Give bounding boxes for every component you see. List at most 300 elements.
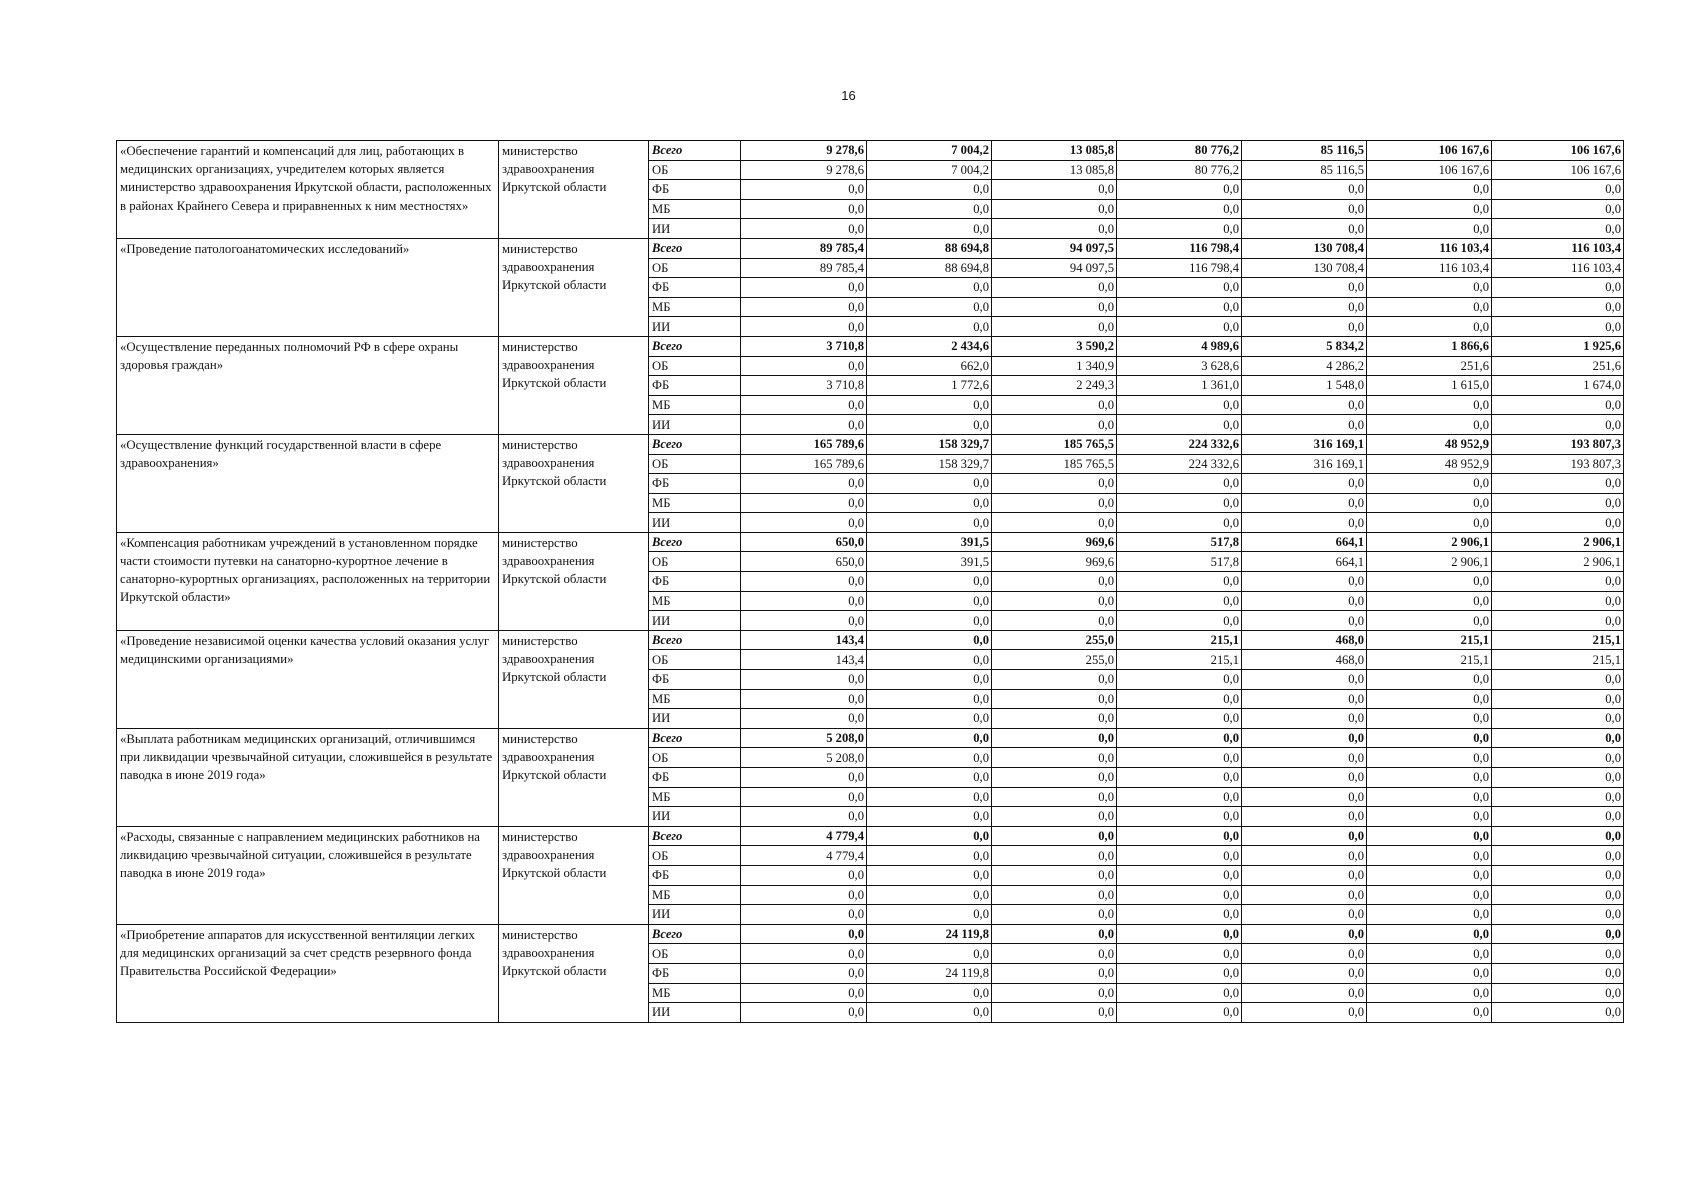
amount-cell: 650,0 bbox=[741, 532, 867, 552]
amount-cell: 0,0 bbox=[1242, 768, 1367, 788]
executor-name: министерство здравоохранения Иркутской области bbox=[499, 141, 649, 239]
executor-name: министерство здравоохранения Иркутской области bbox=[499, 630, 649, 728]
amount-cell: 0,0 bbox=[741, 591, 867, 611]
amount-cell: 0,0 bbox=[1367, 807, 1492, 827]
amount-cell: 1 615,0 bbox=[1367, 376, 1492, 396]
amount-cell: 116 103,4 bbox=[1367, 258, 1492, 278]
funding-source: ОБ bbox=[649, 160, 741, 180]
amount-cell: 13 085,8 bbox=[992, 160, 1117, 180]
amount-cell: 0,0 bbox=[867, 591, 992, 611]
amount-cell: 80 776,2 bbox=[1117, 160, 1242, 180]
amount-cell: 468,0 bbox=[1242, 630, 1367, 650]
amount-cell: 9 278,6 bbox=[741, 141, 867, 161]
amount-cell: 0,0 bbox=[1242, 199, 1367, 219]
amount-cell: 0,0 bbox=[1492, 180, 1624, 200]
amount-cell: 0,0 bbox=[992, 395, 1117, 415]
amount-cell: 0,0 bbox=[1242, 689, 1367, 709]
amount-cell: 0,0 bbox=[1117, 180, 1242, 200]
amount-cell: 391,5 bbox=[867, 552, 992, 572]
amount-cell: 0,0 bbox=[992, 885, 1117, 905]
funding-source: ФБ bbox=[649, 376, 741, 396]
amount-cell: 0,0 bbox=[1492, 474, 1624, 494]
funding-source: ФБ bbox=[649, 963, 741, 983]
amount-cell: 165 789,6 bbox=[741, 434, 867, 454]
amount-cell: 0,0 bbox=[1367, 905, 1492, 925]
funding-source: МБ bbox=[649, 199, 741, 219]
amount-cell: 0,0 bbox=[741, 689, 867, 709]
amount-cell: 0,0 bbox=[867, 905, 992, 925]
amount-cell: 0,0 bbox=[992, 591, 1117, 611]
amount-cell: 0,0 bbox=[1367, 493, 1492, 513]
amount-cell: 0,0 bbox=[1367, 709, 1492, 729]
amount-cell: 193 807,3 bbox=[1492, 434, 1624, 454]
amount-cell: 0,0 bbox=[741, 787, 867, 807]
amount-cell: 0,0 bbox=[992, 846, 1117, 866]
amount-cell: 0,0 bbox=[1492, 297, 1624, 317]
funding-source: МБ bbox=[649, 297, 741, 317]
funding-source: ФБ bbox=[649, 768, 741, 788]
amount-cell: 2 906,1 bbox=[1367, 552, 1492, 572]
amount-cell: 0,0 bbox=[867, 709, 992, 729]
amount-cell: 0,0 bbox=[992, 180, 1117, 200]
amount-cell: 85 116,5 bbox=[1242, 160, 1367, 180]
amount-cell: 391,5 bbox=[867, 532, 992, 552]
amount-cell: 0,0 bbox=[867, 415, 992, 435]
amount-cell: 0,0 bbox=[1492, 768, 1624, 788]
amount-cell: 0,0 bbox=[741, 807, 867, 827]
amount-cell: 3 710,8 bbox=[741, 376, 867, 396]
amount-cell: 0,0 bbox=[867, 493, 992, 513]
amount-cell: 0,0 bbox=[1242, 787, 1367, 807]
funding-source: ОБ bbox=[649, 748, 741, 768]
amount-cell: 0,0 bbox=[1492, 278, 1624, 298]
amount-cell: 0,0 bbox=[1367, 728, 1492, 748]
activity-name: «Выплата работникам медицинских организаций, отличившимся при ликвидации чрезвычайной ситуации, сложившейся в результате паводка в июне 2019 года» bbox=[117, 728, 499, 826]
amount-cell: 664,1 bbox=[1242, 532, 1367, 552]
amount-cell: 0,0 bbox=[741, 513, 867, 533]
amount-cell: 0,0 bbox=[1117, 846, 1242, 866]
amount-cell: 1 361,0 bbox=[1117, 376, 1242, 396]
amount-cell: 116 103,4 bbox=[1492, 258, 1624, 278]
amount-cell: 0,0 bbox=[1117, 474, 1242, 494]
amount-cell: 517,8 bbox=[1117, 552, 1242, 572]
executor-name: министерство здравоохранения Иркутской области bbox=[499, 336, 649, 434]
amount-cell: 0,0 bbox=[1492, 826, 1624, 846]
amount-cell: 0,0 bbox=[1242, 865, 1367, 885]
amount-cell: 517,8 bbox=[1117, 532, 1242, 552]
table-row bbox=[117, 728, 1624, 748]
amount-cell: 0,0 bbox=[1242, 748, 1367, 768]
table-row bbox=[117, 826, 1624, 846]
amount-cell: 0,0 bbox=[1242, 219, 1367, 239]
amount-cell: 0,0 bbox=[1492, 885, 1624, 905]
amount-cell: 215,1 bbox=[1492, 650, 1624, 670]
amount-cell: 0,0 bbox=[1117, 513, 1242, 533]
amount-cell: 1 674,0 bbox=[1492, 376, 1624, 396]
amount-cell: 0,0 bbox=[1117, 924, 1242, 944]
amount-cell: 0,0 bbox=[1367, 689, 1492, 709]
amount-cell: 158 329,7 bbox=[867, 454, 992, 474]
amount-cell: 0,0 bbox=[1367, 885, 1492, 905]
amount-cell: 0,0 bbox=[1367, 297, 1492, 317]
amount-cell: 0,0 bbox=[741, 611, 867, 631]
activity-name: «Расходы, связанные с направлением медицинских работников на ликвидацию чрезвычайной ситуации, сложившейся в результате паводка в июне 2019 года» bbox=[117, 826, 499, 924]
amount-cell: 0,0 bbox=[1492, 1003, 1624, 1023]
amount-cell: 80 776,2 bbox=[1117, 141, 1242, 161]
amount-cell: 0,0 bbox=[1492, 513, 1624, 533]
amount-cell: 0,0 bbox=[992, 728, 1117, 748]
amount-cell: 89 785,4 bbox=[741, 238, 867, 258]
amount-cell: 2 434,6 bbox=[867, 336, 992, 356]
amount-cell: 0,0 bbox=[1492, 395, 1624, 415]
amount-cell: 0,0 bbox=[1242, 924, 1367, 944]
amount-cell: 255,0 bbox=[992, 630, 1117, 650]
activity-name: «Приобретение аппаратов для искусственной вентиляции легких для медицинских организаций за счет средств резервного фонда Правительства Российской Федерации» bbox=[117, 924, 499, 1022]
amount-cell: 0,0 bbox=[1367, 670, 1492, 690]
amount-cell: 0,0 bbox=[1367, 278, 1492, 298]
amount-cell: 0,0 bbox=[1492, 219, 1624, 239]
amount-cell: 0,0 bbox=[867, 513, 992, 533]
amount-cell: 0,0 bbox=[992, 944, 1117, 964]
amount-cell: 2 906,1 bbox=[1492, 552, 1624, 572]
amount-cell: 48 952,9 bbox=[1367, 434, 1492, 454]
amount-cell: 0,0 bbox=[992, 905, 1117, 925]
amount-cell: 0,0 bbox=[1367, 748, 1492, 768]
amount-cell: 0,0 bbox=[1492, 709, 1624, 729]
table-row bbox=[117, 141, 1624, 161]
amount-cell: 0,0 bbox=[741, 297, 867, 317]
amount-cell: 0,0 bbox=[1242, 513, 1367, 533]
funding-source: ОБ bbox=[649, 258, 741, 278]
amount-cell: 0,0 bbox=[1117, 199, 1242, 219]
amount-cell: 0,0 bbox=[1367, 572, 1492, 592]
table-row bbox=[117, 434, 1624, 454]
amount-cell: 2 249,3 bbox=[992, 376, 1117, 396]
amount-cell: 0,0 bbox=[1117, 572, 1242, 592]
amount-cell: 0,0 bbox=[992, 572, 1117, 592]
amount-cell: 0,0 bbox=[1242, 826, 1367, 846]
amount-cell: 0,0 bbox=[1117, 983, 1242, 1003]
amount-cell: 0,0 bbox=[1367, 474, 1492, 494]
executor-name: министерство здравоохранения Иркутской области bbox=[499, 924, 649, 1022]
executor-name: министерство здравоохранения Иркутской области bbox=[499, 826, 649, 924]
amount-cell: 0,0 bbox=[741, 1003, 867, 1023]
funding-source: ИИ bbox=[649, 905, 741, 925]
funding-source: Всего bbox=[649, 141, 741, 161]
amount-cell: 116 103,4 bbox=[1492, 238, 1624, 258]
amount-cell: 0,0 bbox=[741, 278, 867, 298]
amount-cell: 116 798,4 bbox=[1117, 238, 1242, 258]
amount-cell: 0,0 bbox=[992, 865, 1117, 885]
amount-cell: 0,0 bbox=[741, 865, 867, 885]
amount-cell: 0,0 bbox=[1242, 670, 1367, 690]
amount-cell: 106 167,6 bbox=[1492, 160, 1624, 180]
amount-cell: 0,0 bbox=[741, 963, 867, 983]
amount-cell: 0,0 bbox=[1367, 395, 1492, 415]
amount-cell: 0,0 bbox=[1117, 807, 1242, 827]
amount-cell: 0,0 bbox=[1492, 415, 1624, 435]
amount-cell: 0,0 bbox=[1117, 219, 1242, 239]
amount-cell: 255,0 bbox=[992, 650, 1117, 670]
funding-source: МБ bbox=[649, 395, 741, 415]
amount-cell: 3 710,8 bbox=[741, 336, 867, 356]
funding-source: ИИ bbox=[649, 219, 741, 239]
amount-cell: 0,0 bbox=[741, 670, 867, 690]
amount-cell: 0,0 bbox=[1367, 924, 1492, 944]
amount-cell: 3 590,2 bbox=[992, 336, 1117, 356]
amount-cell: 0,0 bbox=[741, 474, 867, 494]
funding-source: МБ bbox=[649, 689, 741, 709]
amount-cell: 0,0 bbox=[741, 905, 867, 925]
funding-source: МБ bbox=[649, 493, 741, 513]
amount-cell: 3 628,6 bbox=[1117, 356, 1242, 376]
amount-cell: 0,0 bbox=[992, 1003, 1117, 1023]
amount-cell: 0,0 bbox=[867, 630, 992, 650]
activity-name: «Осуществление переданных полномочий РФ в сфере охраны здоровья граждан» bbox=[117, 336, 499, 434]
amount-cell: 0,0 bbox=[1492, 572, 1624, 592]
amount-cell: 0,0 bbox=[992, 983, 1117, 1003]
funding-source: ОБ bbox=[649, 552, 741, 572]
amount-cell: 0,0 bbox=[992, 826, 1117, 846]
amount-cell: 0,0 bbox=[1492, 963, 1624, 983]
funding-source: Всего bbox=[649, 532, 741, 552]
amount-cell: 664,1 bbox=[1242, 552, 1367, 572]
amount-cell: 0,0 bbox=[741, 768, 867, 788]
funding-source: Всего bbox=[649, 336, 741, 356]
amount-cell: 0,0 bbox=[867, 219, 992, 239]
amount-cell: 0,0 bbox=[867, 768, 992, 788]
amount-cell: 0,0 bbox=[1117, 865, 1242, 885]
funding-source: Всего bbox=[649, 924, 741, 944]
amount-cell: 0,0 bbox=[1367, 219, 1492, 239]
funding-source: Всего bbox=[649, 238, 741, 258]
amount-cell: 0,0 bbox=[1492, 924, 1624, 944]
amount-cell: 0,0 bbox=[1367, 1003, 1492, 1023]
amount-cell: 0,0 bbox=[741, 493, 867, 513]
amount-cell: 0,0 bbox=[992, 924, 1117, 944]
amount-cell: 106 167,6 bbox=[1367, 160, 1492, 180]
amount-cell: 0,0 bbox=[1367, 826, 1492, 846]
amount-cell: 251,6 bbox=[1492, 356, 1624, 376]
amount-cell: 0,0 bbox=[1492, 807, 1624, 827]
amount-cell: 0,0 bbox=[1492, 493, 1624, 513]
amount-cell: 0,0 bbox=[1367, 611, 1492, 631]
amount-cell: 0,0 bbox=[741, 356, 867, 376]
amount-cell: 215,1 bbox=[1117, 650, 1242, 670]
amount-cell: 89 785,4 bbox=[741, 258, 867, 278]
amount-cell: 0,0 bbox=[1242, 493, 1367, 513]
amount-cell: 0,0 bbox=[741, 199, 867, 219]
amount-cell: 1 925,6 bbox=[1492, 336, 1624, 356]
funding-source: ИИ bbox=[649, 513, 741, 533]
amount-cell: 0,0 bbox=[1117, 395, 1242, 415]
amount-cell: 0,0 bbox=[741, 885, 867, 905]
amount-cell: 0,0 bbox=[1367, 787, 1492, 807]
amount-cell: 0,0 bbox=[992, 278, 1117, 298]
amount-cell: 0,0 bbox=[1242, 983, 1367, 1003]
amount-cell: 1 340,9 bbox=[992, 356, 1117, 376]
funding-source: ИИ bbox=[649, 611, 741, 631]
amount-cell: 116 103,4 bbox=[1367, 238, 1492, 258]
amount-cell: 24 119,8 bbox=[867, 924, 992, 944]
amount-cell: 2 906,1 bbox=[1367, 532, 1492, 552]
amount-cell: 1 548,0 bbox=[1242, 376, 1367, 396]
amount-cell: 0,0 bbox=[867, 846, 992, 866]
amount-cell: 7 004,2 bbox=[867, 141, 992, 161]
funding-source: ФБ bbox=[649, 474, 741, 494]
amount-cell: 7 004,2 bbox=[867, 160, 992, 180]
amount-cell: 4 779,4 bbox=[741, 826, 867, 846]
amount-cell: 0,0 bbox=[867, 689, 992, 709]
amount-cell: 0,0 bbox=[1117, 787, 1242, 807]
amount-cell: 130 708,4 bbox=[1242, 258, 1367, 278]
amount-cell: 0,0 bbox=[867, 199, 992, 219]
amount-cell: 215,1 bbox=[1367, 630, 1492, 650]
table-body bbox=[117, 141, 1624, 1023]
amount-cell: 0,0 bbox=[992, 787, 1117, 807]
amount-cell: 0,0 bbox=[992, 474, 1117, 494]
amount-cell: 0,0 bbox=[1242, 846, 1367, 866]
funding-source: Всего bbox=[649, 630, 741, 650]
amount-cell: 0,0 bbox=[1367, 983, 1492, 1003]
amount-cell: 0,0 bbox=[867, 650, 992, 670]
amount-cell: 215,1 bbox=[1367, 650, 1492, 670]
amount-cell: 13 085,8 bbox=[992, 141, 1117, 161]
amount-cell: 650,0 bbox=[741, 552, 867, 572]
amount-cell: 0,0 bbox=[1242, 180, 1367, 200]
amount-cell: 0,0 bbox=[1117, 905, 1242, 925]
amount-cell: 5 834,2 bbox=[1242, 336, 1367, 356]
amount-cell: 0,0 bbox=[1367, 768, 1492, 788]
amount-cell: 0,0 bbox=[1117, 885, 1242, 905]
amount-cell: 0,0 bbox=[1492, 865, 1624, 885]
amount-cell: 0,0 bbox=[867, 807, 992, 827]
amount-cell: 0,0 bbox=[1117, 963, 1242, 983]
amount-cell: 0,0 bbox=[992, 199, 1117, 219]
amount-cell: 0,0 bbox=[1242, 944, 1367, 964]
amount-cell: 0,0 bbox=[1367, 180, 1492, 200]
amount-cell: 0,0 bbox=[1117, 278, 1242, 298]
amount-cell: 0,0 bbox=[1242, 963, 1367, 983]
amount-cell: 0,0 bbox=[867, 826, 992, 846]
activity-name: «Компенсация работникам учреждений в установленном порядке части стоимости путевки на санаторно-курортное лечение в санаторно-курортных организациях, расположенных на территории Иркутской области» bbox=[117, 532, 499, 630]
amount-cell: 0,0 bbox=[1492, 728, 1624, 748]
amount-cell: 1 772,6 bbox=[867, 376, 992, 396]
amount-cell: 0,0 bbox=[992, 611, 1117, 631]
table-row bbox=[117, 336, 1624, 356]
amount-cell: 0,0 bbox=[1242, 885, 1367, 905]
amount-cell: 0,0 bbox=[867, 317, 992, 337]
amount-cell: 0,0 bbox=[1242, 1003, 1367, 1023]
amount-cell: 0,0 bbox=[1492, 748, 1624, 768]
amount-cell: 0,0 bbox=[1117, 709, 1242, 729]
amount-cell: 2 906,1 bbox=[1492, 532, 1624, 552]
amount-cell: 0,0 bbox=[1492, 689, 1624, 709]
amount-cell: 0,0 bbox=[1367, 513, 1492, 533]
amount-cell: 5 208,0 bbox=[741, 728, 867, 748]
amount-cell: 0,0 bbox=[1367, 415, 1492, 435]
funding-source: МБ bbox=[649, 591, 741, 611]
amount-cell: 316 169,1 bbox=[1242, 454, 1367, 474]
amount-cell: 0,0 bbox=[867, 865, 992, 885]
amount-cell: 0,0 bbox=[1242, 611, 1367, 631]
activity-name: «Осуществление функций государственной власти в сфере здравоохранения» bbox=[117, 434, 499, 532]
funding-source: ИИ bbox=[649, 1003, 741, 1023]
amount-cell: 316 169,1 bbox=[1242, 434, 1367, 454]
amount-cell: 0,0 bbox=[741, 180, 867, 200]
funding-source: ИИ bbox=[649, 317, 741, 337]
amount-cell: 0,0 bbox=[1117, 728, 1242, 748]
amount-cell: 0,0 bbox=[1242, 395, 1367, 415]
activity-name: «Проведение патологоанатомических исследований» bbox=[117, 238, 499, 336]
amount-cell: 106 167,6 bbox=[1367, 141, 1492, 161]
amount-cell: 0,0 bbox=[1117, 297, 1242, 317]
table-row bbox=[117, 630, 1624, 650]
funding-source: ФБ bbox=[649, 180, 741, 200]
amount-cell: 0,0 bbox=[867, 278, 992, 298]
amount-cell: 24 119,8 bbox=[867, 963, 992, 983]
amount-cell: 0,0 bbox=[1242, 905, 1367, 925]
executor-name: министерство здравоохранения Иркутской области bbox=[499, 532, 649, 630]
amount-cell: 143,4 bbox=[741, 630, 867, 650]
amount-cell: 116 798,4 bbox=[1117, 258, 1242, 278]
amount-cell: 0,0 bbox=[992, 670, 1117, 690]
amount-cell: 0,0 bbox=[1492, 317, 1624, 337]
amount-cell: 468,0 bbox=[1242, 650, 1367, 670]
amount-cell: 0,0 bbox=[1117, 670, 1242, 690]
amount-cell: 215,1 bbox=[1492, 630, 1624, 650]
amount-cell: 0,0 bbox=[1492, 787, 1624, 807]
amount-cell: 130 708,4 bbox=[1242, 238, 1367, 258]
amount-cell: 0,0 bbox=[867, 728, 992, 748]
amount-cell: 0,0 bbox=[992, 709, 1117, 729]
amount-cell: 0,0 bbox=[992, 297, 1117, 317]
funding-source: ФБ bbox=[649, 572, 741, 592]
amount-cell: 85 116,5 bbox=[1242, 141, 1367, 161]
amount-cell: 4 989,6 bbox=[1117, 336, 1242, 356]
amount-cell: 0,0 bbox=[992, 415, 1117, 435]
amount-cell: 0,0 bbox=[741, 219, 867, 239]
amount-cell: 0,0 bbox=[741, 415, 867, 435]
table-row bbox=[117, 532, 1624, 552]
funding-source: МБ bbox=[649, 885, 741, 905]
amount-cell: 0,0 bbox=[1492, 983, 1624, 1003]
amount-cell: 0,0 bbox=[867, 572, 992, 592]
amount-cell: 0,0 bbox=[1242, 807, 1367, 827]
amount-cell: 0,0 bbox=[1492, 611, 1624, 631]
amount-cell: 0,0 bbox=[992, 317, 1117, 337]
activity-name: «Проведение независимой оценки качества условий оказания услуг медицинскими организациями» bbox=[117, 630, 499, 728]
amount-cell: 0,0 bbox=[1117, 768, 1242, 788]
amount-cell: 193 807,3 bbox=[1492, 454, 1624, 474]
executor-name: министерство здравоохранения Иркутской области bbox=[499, 728, 649, 826]
amount-cell: 0,0 bbox=[1367, 963, 1492, 983]
amount-cell: 4 286,2 bbox=[1242, 356, 1367, 376]
amount-cell: 0,0 bbox=[1367, 199, 1492, 219]
amount-cell: 0,0 bbox=[741, 317, 867, 337]
activity-name: «Обеспечение гарантий и компенсаций для лиц, работающих в медицинских организациях, учредителем которых является министерство здравоохранения Иркутской области, расположенных в районах Крайнего Севера и приравненных к ним местностях» bbox=[117, 141, 499, 239]
page-number: 16 bbox=[841, 88, 856, 103]
amount-cell: 0,0 bbox=[992, 768, 1117, 788]
amount-cell: 0,0 bbox=[1492, 670, 1624, 690]
amount-cell: 0,0 bbox=[992, 689, 1117, 709]
amount-cell: 0,0 bbox=[867, 787, 992, 807]
amount-cell: 0,0 bbox=[1242, 317, 1367, 337]
amount-cell: 224 332,6 bbox=[1117, 434, 1242, 454]
amount-cell: 0,0 bbox=[1117, 944, 1242, 964]
amount-cell: 0,0 bbox=[1117, 317, 1242, 337]
funding-source: ОБ bbox=[649, 356, 741, 376]
